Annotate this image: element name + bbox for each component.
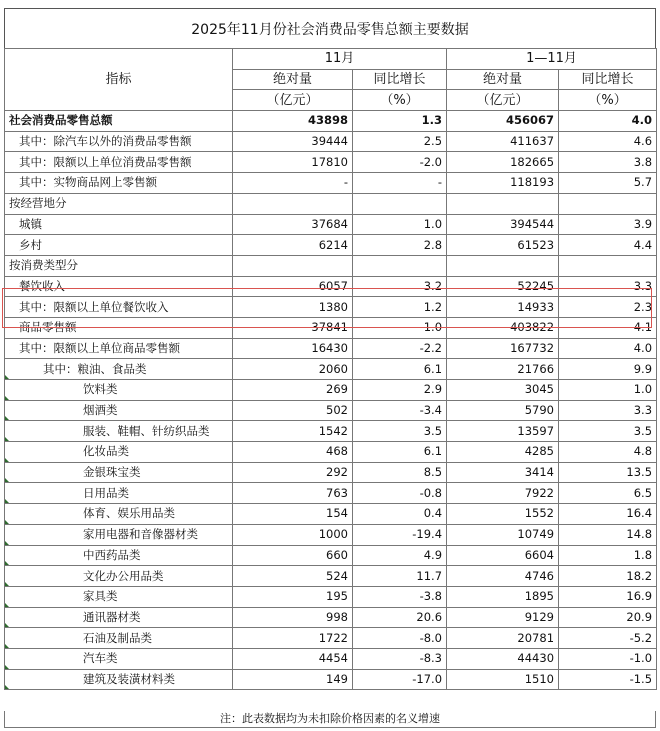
month-abs-value: 292 bbox=[233, 462, 353, 483]
ytd-abs-value: 7922 bbox=[447, 483, 559, 504]
row-label: 其中：除汽车以外的消费品零售额 bbox=[5, 131, 233, 152]
month-abs-value: 43898 bbox=[233, 111, 353, 132]
table-row bbox=[5, 297, 657, 318]
row-label: 城镇 bbox=[5, 214, 233, 235]
ytd-abs-value: 21766 bbox=[447, 359, 559, 380]
ytd-yoy-value: 6.5 bbox=[559, 483, 657, 504]
ytd-abs-value: 167732 bbox=[447, 338, 559, 359]
row-label: 家用电器和音像器材类 bbox=[5, 524, 233, 545]
month-abs-value: 524 bbox=[233, 566, 353, 587]
month-abs-value: 16430 bbox=[233, 338, 353, 359]
ytd-yoy-value: 2.3 bbox=[559, 297, 657, 318]
month-yoy-value bbox=[353, 193, 447, 214]
table-row bbox=[5, 255, 657, 276]
table-row bbox=[5, 421, 657, 442]
month-abs-value: 1380 bbox=[233, 297, 353, 318]
table-row bbox=[5, 380, 657, 401]
month-yoy-value: 6.1 bbox=[353, 442, 447, 463]
month-yoy-value: 1.2 bbox=[353, 297, 447, 318]
row-label: 其中：粮油、食品类 bbox=[5, 359, 233, 380]
ytd-yoy-value: 4.8 bbox=[559, 442, 657, 463]
month-abs-value: 39444 bbox=[233, 131, 353, 152]
table-row bbox=[5, 111, 657, 132]
table-row bbox=[5, 442, 657, 463]
row-label: 其中：限额以上单位商品零售额 bbox=[5, 338, 233, 359]
row-label: 建筑及装潢材料类 bbox=[5, 669, 233, 690]
month-yoy-value: -17.0 bbox=[353, 669, 447, 690]
month-abs-value: 6057 bbox=[233, 276, 353, 297]
month-abs-value: 660 bbox=[233, 545, 353, 566]
row-label: 日用品类 bbox=[5, 483, 233, 504]
month-yoy-value: - bbox=[353, 173, 447, 194]
month-yoy-value: 2.5 bbox=[353, 131, 447, 152]
month-yoy-value: -3.8 bbox=[353, 586, 447, 607]
table-row bbox=[5, 628, 657, 649]
row-label: 化妆品类 bbox=[5, 442, 233, 463]
ytd-abs-value: 13597 bbox=[447, 421, 559, 442]
ytd-header: 1—11月 bbox=[447, 49, 657, 70]
month-yoy-value: -0.8 bbox=[353, 483, 447, 504]
table-row bbox=[5, 483, 657, 504]
ytd-abs-value: 14933 bbox=[447, 297, 559, 318]
month-abs-value: 154 bbox=[233, 504, 353, 525]
ytd-yoy-value: 14.8 bbox=[559, 524, 657, 545]
table-row bbox=[5, 214, 657, 235]
table-row bbox=[5, 607, 657, 628]
ytd-yoy-value: 9.9 bbox=[559, 359, 657, 380]
table-row bbox=[5, 524, 657, 545]
ytd-yoy-value: -5.2 bbox=[559, 628, 657, 649]
month-abs-value: 195 bbox=[233, 586, 353, 607]
ytd-abs-value: 52245 bbox=[447, 276, 559, 297]
row-label: 商品零售额 bbox=[5, 317, 233, 338]
table-title: 2025年11月份社会消费品零售总额主要数据 bbox=[4, 8, 656, 49]
table-row bbox=[5, 586, 657, 607]
table-row bbox=[5, 648, 657, 669]
table-row bbox=[5, 462, 657, 483]
month-yoy-value: 3.2 bbox=[353, 276, 447, 297]
ytd-yoy-value: 4.0 bbox=[559, 338, 657, 359]
ytd-abs-value bbox=[447, 255, 559, 276]
ytd-yoy-value: 4.4 bbox=[559, 235, 657, 256]
row-label: 按经营地分 bbox=[5, 193, 233, 214]
row-label: 体育、娱乐用品类 bbox=[5, 504, 233, 525]
table-row bbox=[5, 504, 657, 525]
ytd-yoy-value: -1.0 bbox=[559, 648, 657, 669]
month-yoy-value: 2.9 bbox=[353, 380, 447, 401]
table-row bbox=[5, 235, 657, 256]
table-row bbox=[5, 545, 657, 566]
ytd-abs-value: 10749 bbox=[447, 524, 559, 545]
row-label: 其中：限额以上单位消费品零售额 bbox=[5, 152, 233, 173]
month-abs-value: - bbox=[233, 173, 353, 194]
month-yoy-value: 6.1 bbox=[353, 359, 447, 380]
ytd-yoy-value: 4.1 bbox=[559, 317, 657, 338]
table-row bbox=[5, 152, 657, 173]
ytd-abs-value: 6604 bbox=[447, 545, 559, 566]
row-label: 其中：实物商品网上零售额 bbox=[5, 173, 233, 194]
ytd-abs-value: 403822 bbox=[447, 317, 559, 338]
ytd-abs-value: 61523 bbox=[447, 235, 559, 256]
month-yoy-value: -2.2 bbox=[353, 338, 447, 359]
row-label: 金银珠宝类 bbox=[5, 462, 233, 483]
month-yoy-value: 4.9 bbox=[353, 545, 447, 566]
ytd-yoy-value: 3.3 bbox=[559, 400, 657, 421]
table-row bbox=[5, 566, 657, 587]
ytd-yoy-header: 同比增长 bbox=[559, 69, 657, 90]
row-label: 中西药品类 bbox=[5, 545, 233, 566]
table-row bbox=[5, 359, 657, 380]
row-label: 通讯器材类 bbox=[5, 607, 233, 628]
month-yoy-value: 20.6 bbox=[353, 607, 447, 628]
ytd-abs-value: 4746 bbox=[447, 566, 559, 587]
table-note: 注：此表数据均为未扣除价格因素的名义增速 bbox=[4, 711, 656, 728]
ytd-abs-value bbox=[447, 193, 559, 214]
ytd-yoy-value: 5.7 bbox=[559, 173, 657, 194]
ytd-abs-value: 182665 bbox=[447, 152, 559, 173]
month-yoy-value: 1.0 bbox=[353, 214, 447, 235]
ytd-abs-value: 3414 bbox=[447, 462, 559, 483]
row-label: 汽车类 bbox=[5, 648, 233, 669]
month-yoy-value: -2.0 bbox=[353, 152, 447, 173]
month-abs-value: 37684 bbox=[233, 214, 353, 235]
month-abs-unit: （亿元） bbox=[233, 90, 353, 111]
ytd-abs-header: 绝对量 bbox=[447, 69, 559, 90]
table-row bbox=[5, 400, 657, 421]
month-header: 11月 bbox=[233, 49, 447, 70]
ytd-yoy-unit: （%） bbox=[559, 90, 657, 111]
month-yoy-value: 11.7 bbox=[353, 566, 447, 587]
month-abs-value: 468 bbox=[233, 442, 353, 463]
ytd-abs-value: 1552 bbox=[447, 504, 559, 525]
row-label: 餐饮收入 bbox=[5, 276, 233, 297]
ytd-yoy-value bbox=[559, 193, 657, 214]
retail-sales-table bbox=[4, 48, 657, 690]
stats-table-frame bbox=[4, 8, 656, 725]
month-abs-value: 269 bbox=[233, 380, 353, 401]
month-yoy-value: 1.0 bbox=[353, 317, 447, 338]
ytd-abs-value: 20781 bbox=[447, 628, 559, 649]
ytd-abs-value: 44430 bbox=[447, 648, 559, 669]
month-abs-header: 绝对量 bbox=[233, 69, 353, 90]
month-abs-value: 4454 bbox=[233, 648, 353, 669]
month-abs-value: 1000 bbox=[233, 524, 353, 545]
row-label: 其中：限额以上单位餐饮收入 bbox=[5, 297, 233, 318]
month-abs-value bbox=[233, 193, 353, 214]
month-abs-value bbox=[233, 255, 353, 276]
table-row bbox=[5, 338, 657, 359]
row-label: 文化办公用品类 bbox=[5, 566, 233, 587]
month-abs-value: 17810 bbox=[233, 152, 353, 173]
table-row bbox=[5, 276, 657, 297]
month-yoy-header: 同比增长 bbox=[353, 69, 447, 90]
table-row bbox=[5, 173, 657, 194]
ytd-abs-value: 411637 bbox=[447, 131, 559, 152]
indicator-header: 指标 bbox=[5, 49, 233, 111]
month-yoy-value: 8.5 bbox=[353, 462, 447, 483]
month-abs-value: 763 bbox=[233, 483, 353, 504]
table-row bbox=[5, 131, 657, 152]
ytd-yoy-value: 3.9 bbox=[559, 214, 657, 235]
ytd-yoy-value: 16.9 bbox=[559, 586, 657, 607]
ytd-abs-value: 456067 bbox=[447, 111, 559, 132]
row-label: 按消费类型分 bbox=[5, 255, 233, 276]
ytd-yoy-value: 1.0 bbox=[559, 380, 657, 401]
month-yoy-value: -8.0 bbox=[353, 628, 447, 649]
ytd-abs-value: 1895 bbox=[447, 586, 559, 607]
month-yoy-unit: （%） bbox=[353, 90, 447, 111]
month-abs-value: 1542 bbox=[233, 421, 353, 442]
table-row bbox=[5, 669, 657, 690]
month-yoy-value: 0.4 bbox=[353, 504, 447, 525]
ytd-yoy-value: 16.4 bbox=[559, 504, 657, 525]
ytd-abs-value: 394544 bbox=[447, 214, 559, 235]
row-label: 服装、鞋帽、针纺织品类 bbox=[5, 421, 233, 442]
ytd-yoy-value: 1.8 bbox=[559, 545, 657, 566]
ytd-abs-value: 3045 bbox=[447, 380, 559, 401]
month-abs-value: 2060 bbox=[233, 359, 353, 380]
table-body bbox=[5, 111, 657, 690]
ytd-abs-unit: （亿元） bbox=[447, 90, 559, 111]
ytd-yoy-value: 4.0 bbox=[559, 111, 657, 132]
ytd-yoy-value: 4.6 bbox=[559, 131, 657, 152]
ytd-abs-value: 9129 bbox=[447, 607, 559, 628]
month-yoy-value bbox=[353, 255, 447, 276]
ytd-yoy-value: 20.9 bbox=[559, 607, 657, 628]
row-label: 社会消费品零售总额 bbox=[5, 111, 233, 132]
ytd-yoy-value: 18.2 bbox=[559, 566, 657, 587]
month-abs-value: 1722 bbox=[233, 628, 353, 649]
month-yoy-value: 1.3 bbox=[353, 111, 447, 132]
month-yoy-value: 2.8 bbox=[353, 235, 447, 256]
month-yoy-value: -3.4 bbox=[353, 400, 447, 421]
ytd-abs-value: 1510 bbox=[447, 669, 559, 690]
ytd-yoy-value: 3.8 bbox=[559, 152, 657, 173]
ytd-yoy-value: 13.5 bbox=[559, 462, 657, 483]
month-abs-value: 6214 bbox=[233, 235, 353, 256]
ytd-yoy-value bbox=[559, 255, 657, 276]
month-yoy-value: -19.4 bbox=[353, 524, 447, 545]
row-label: 乡村 bbox=[5, 235, 233, 256]
row-label: 石油及制品类 bbox=[5, 628, 233, 649]
month-abs-value: 37841 bbox=[233, 317, 353, 338]
month-abs-value: 998 bbox=[233, 607, 353, 628]
ytd-abs-value: 5790 bbox=[447, 400, 559, 421]
row-label: 家具类 bbox=[5, 586, 233, 607]
row-label: 烟酒类 bbox=[5, 400, 233, 421]
month-abs-value: 502 bbox=[233, 400, 353, 421]
month-yoy-value: -8.3 bbox=[353, 648, 447, 669]
month-yoy-value: 3.5 bbox=[353, 421, 447, 442]
ytd-abs-value: 118193 bbox=[447, 173, 559, 194]
ytd-yoy-value: 3.3 bbox=[559, 276, 657, 297]
month-abs-value: 149 bbox=[233, 669, 353, 690]
ytd-yoy-value: -1.5 bbox=[559, 669, 657, 690]
ytd-abs-value: 4285 bbox=[447, 442, 559, 463]
row-label: 饮料类 bbox=[5, 380, 233, 401]
table-row bbox=[5, 193, 657, 214]
ytd-yoy-value: 3.5 bbox=[559, 421, 657, 442]
table-row bbox=[5, 317, 657, 338]
